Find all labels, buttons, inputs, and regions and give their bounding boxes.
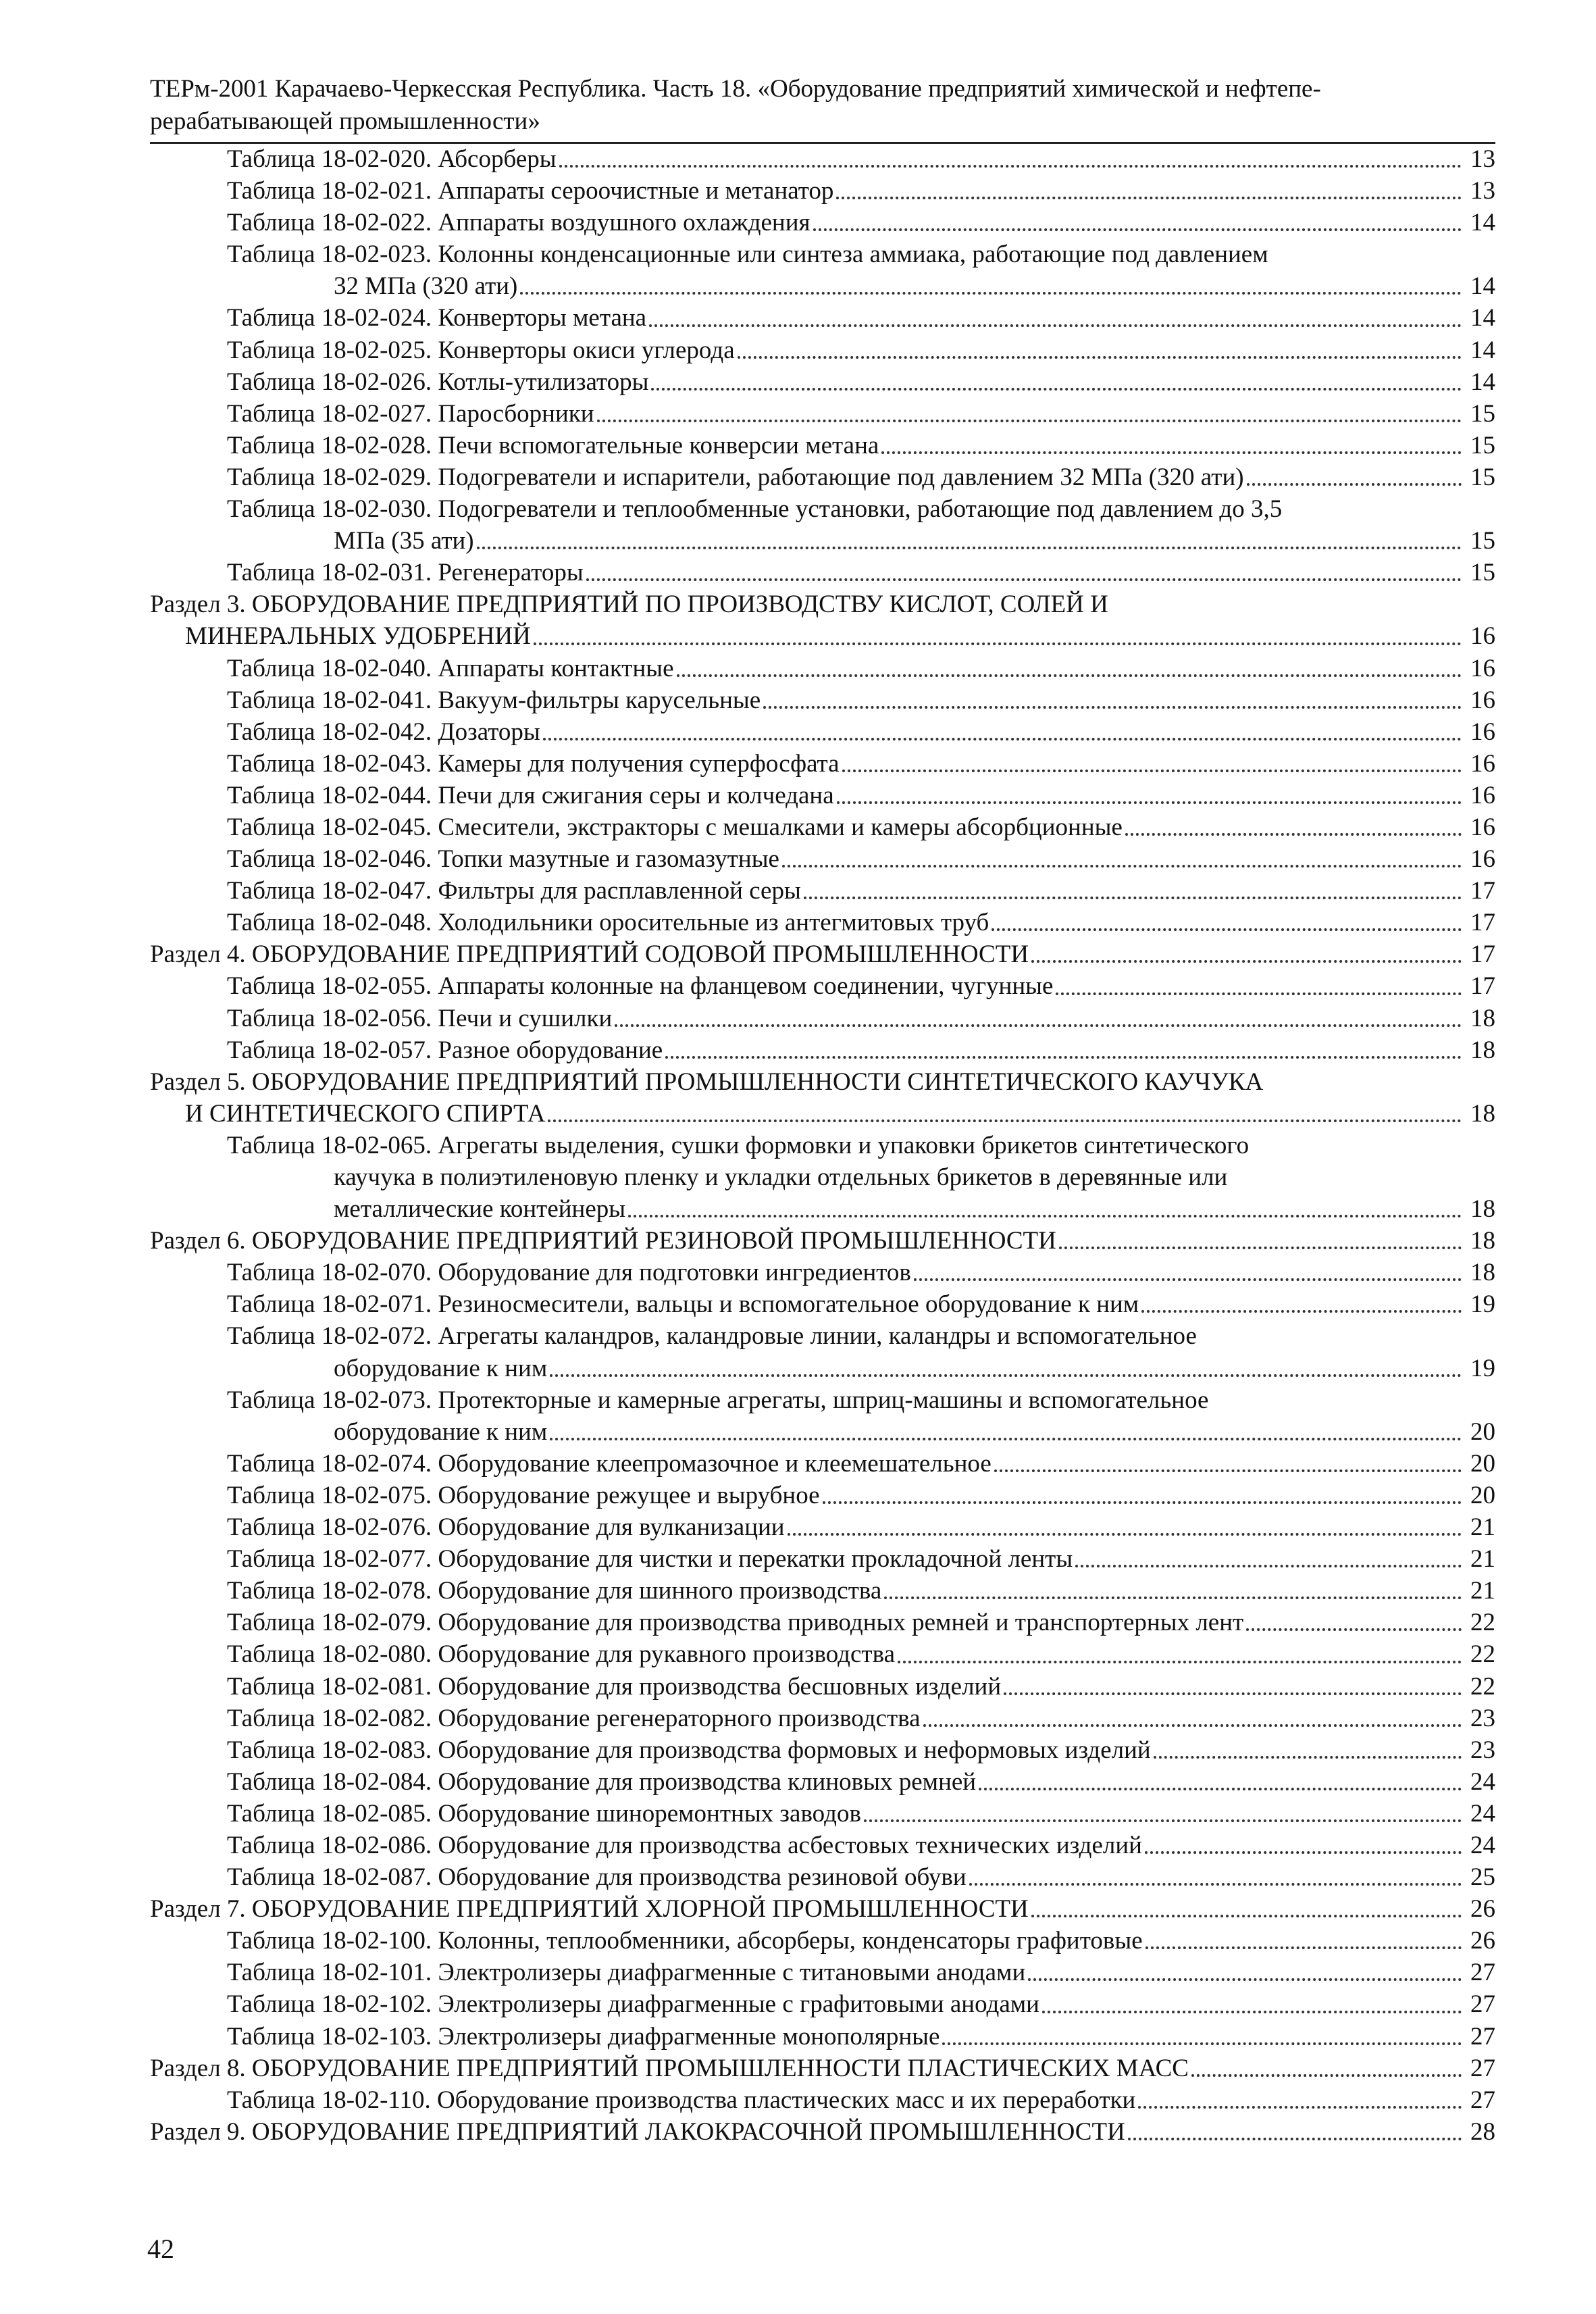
toc-section-entry [150, 2116, 1495, 2148]
toc-section-entry [150, 1066, 1495, 1130]
toc-page-number: 24 [1470, 1831, 1495, 1859]
toc-entry-title: Таблица 18-02-072. Агрегаты каландров, каландровые линии, каландры и вспомогательное [227, 1322, 1197, 1351]
toc-page-number: 17 [1470, 909, 1495, 937]
toc-page-number: 13 [1470, 145, 1495, 173]
toc-entry-label [150, 1257, 1466, 1288]
toc-entry-label [150, 1638, 1466, 1670]
toc-entry-label [150, 1003, 1466, 1034]
toc-table-entry [150, 907, 1495, 938]
dot-leader [804, 897, 1462, 899]
toc-table-entry [150, 366, 1495, 398]
toc-table-entry [150, 2084, 1495, 2116]
toc-page-number: 16 [1470, 622, 1495, 651]
toc-entry-label [150, 143, 1466, 175]
toc-table-entry [150, 2021, 1495, 2053]
page-number: 42 [147, 2234, 174, 2264]
dot-leader [1028, 1978, 1462, 1981]
toc-entry-title: Раздел 6. ОБОРУДОВАНИЕ ПРЕДПРИЯТИЙ РЕЗИНОВОЙ ПРОМЫШЛЕННОСТИ [150, 1227, 1056, 1255]
toc-page-number: 16 [1470, 781, 1495, 809]
dot-leader [677, 674, 1462, 677]
toc-entry-title: Таблица 18-02-045. Смесители, экстракторы с мешалками и камеры абсорбционные [227, 813, 1123, 841]
header-line-2: рерабатывающей промышленности» [150, 107, 540, 135]
toc-table-entry [150, 1034, 1495, 1066]
toc-entry-title: Таблица 18-02-023. Колонны конденсационные или синтеза аммиака, работающие под давлением [227, 241, 1268, 269]
toc-entry-title: Таблица 18-02-101. Электролизеры диафрагменные с титановыми анодами [227, 1959, 1026, 1987]
dot-leader [548, 1120, 1462, 1122]
dot-leader [1004, 1692, 1462, 1695]
dot-leader [992, 928, 1462, 931]
toc-entry-label [150, 493, 1466, 557]
toc-entry-label [150, 1607, 1466, 1638]
toc-page-number: 15 [1470, 559, 1495, 587]
toc-entry-title: Таблица 18-02-074. Оборудование клеепромазочное и клеемешательное [227, 1449, 992, 1478]
toc-page-number: 16 [1470, 718, 1495, 746]
toc-table-entry [150, 716, 1495, 748]
dot-leader [550, 1438, 1462, 1440]
toc-page-number: 16 [1470, 813, 1495, 841]
toc-table-entry [150, 653, 1495, 684]
toc-entry-label [150, 1703, 1466, 1734]
dot-leader [836, 197, 1462, 199]
toc-section-entry [150, 588, 1495, 652]
toc-page-number: 22 [1470, 1640, 1495, 1669]
toc-table-entry [150, 1607, 1495, 1638]
toc-entry-title: Таблица 18-02-103. Электролизеры диафрагменные монополярные [227, 2022, 940, 2051]
toc-page-number: 20 [1470, 1481, 1495, 1509]
toc-page-number: 14 [1470, 336, 1495, 364]
toc-page-number: 17 [1470, 940, 1495, 969]
dot-leader [1141, 1310, 1462, 1313]
toc-entry-title: Таблица 18-02-070. Оборудование для подготовки ингредиентов [227, 1259, 911, 1287]
toc-entry-label [150, 684, 1466, 716]
toc-entry-title: Таблица 18-02-020. Абсорберы [227, 145, 557, 173]
toc-table-entry [150, 461, 1495, 493]
toc-entry-title-continued: оборудование к ним [334, 1417, 548, 1446]
toc-page-number: 13 [1470, 177, 1495, 205]
toc-page-number: 21 [1470, 1545, 1495, 1574]
dot-leader [864, 1819, 1462, 1822]
toc-entry-title: Раздел 7. ОБОРУДОВАНИЕ ПРЕДПРИЯТИЙ ХЛОРНОЙ ПРОМЫШЛЕННОСТИ [150, 1895, 1029, 1923]
dot-leader [1138, 2106, 1462, 2109]
toc-entry-label [150, 2084, 1466, 2116]
toc-entry-title-continued: И СИНТЕТИЧЕСКОГО СПИРТА [185, 1099, 546, 1128]
toc-table-entry [150, 1925, 1495, 1957]
dot-leader [559, 165, 1462, 168]
toc-page-number: 25 [1470, 1863, 1495, 1892]
toc-page-number: 22 [1470, 1672, 1495, 1701]
toc-entry-title: Таблица 18-02-041. Вакуум-фильтры карусельные [227, 686, 761, 714]
toc-entry-title: Таблица 18-02-102. Электролизеры диафрагменные с графитовыми анодами [227, 1990, 1039, 2019]
toc-entry-label [150, 2053, 1466, 2084]
toc-page-number: 28 [1470, 2117, 1495, 2146]
toc-entry-title: Таблица 18-02-077. Оборудование для чистки и перекатки прокладочной ленты [227, 1545, 1073, 1574]
toc-table-entry [150, 780, 1495, 811]
toc-entry-label [150, 1066, 1466, 1130]
toc-page-number: 18 [1470, 1004, 1495, 1032]
toc-entry-label [150, 1225, 1466, 1257]
document-header [150, 73, 1501, 138]
toc-entry-title: Таблица 18-02-082. Оборудование регенераторного производства [227, 1704, 921, 1732]
dot-leader [1056, 992, 1462, 995]
toc-page-number: 16 [1470, 749, 1495, 778]
toc-entry-label [150, 780, 1466, 811]
toc-entry-title: Таблица 18-02-025. Конверторы окиси углерода [227, 336, 735, 364]
toc-page-number: 14 [1470, 209, 1495, 237]
toc-entry-title: Раздел 9. ОБОРУДОВАНИЕ ПРЕДПРИЯТИЙ ЛАКОКРАСОЧНОЙ ПРОМЫШЛЕННОСТИ [150, 2117, 1125, 2146]
toc-table-entry [150, 1480, 1495, 1511]
dot-leader [628, 1215, 1462, 1217]
dot-leader [1247, 483, 1462, 486]
toc-table-entry [150, 970, 1495, 1002]
toc-entry-label [150, 1480, 1466, 1511]
toc-entry-label [150, 653, 1466, 684]
toc-page-number: 19 [1470, 1290, 1495, 1319]
toc-entry-label [150, 1543, 1466, 1575]
toc-page-number: 21 [1470, 1513, 1495, 1542]
toc-page-number: 18 [1470, 1195, 1495, 1224]
toc-entry-title: Таблица 18-02-044. Печи для сжигания серы и колчедана [227, 781, 834, 809]
toc-entry-title: Таблица 18-02-078. Оборудование для шинного производства [227, 1577, 882, 1605]
toc-page-number: 15 [1470, 431, 1495, 459]
toc-entry-label [150, 843, 1466, 875]
toc-table-entry [150, 1988, 1495, 2020]
dot-leader [1075, 1565, 1462, 1567]
toc-entry-label [150, 2021, 1466, 2053]
toc-entry-label [150, 1957, 1466, 1988]
toc-entry-title: Таблица 18-02-022. Аппараты воздушного охлаждения [227, 209, 810, 237]
toc-entry-title: Таблица 18-02-040. Аппараты контактные [227, 654, 674, 682]
toc-entry-label [150, 366, 1466, 398]
table-of-contents [150, 143, 1495, 2148]
toc-page-number: 23 [1470, 1736, 1495, 1764]
toc-table-entry [150, 557, 1495, 588]
toc-entry-title: Таблица 18-02-056. Печи и сушилки [227, 1004, 613, 1032]
toc-page-number: 14 [1470, 304, 1495, 332]
toc-entry-label [150, 1798, 1466, 1830]
toc-page-number: 14 [1470, 272, 1495, 301]
dot-leader [1031, 960, 1462, 963]
toc-entry-title: Таблица 18-02-081. Оборудование для производства бесшовных изделий [227, 1672, 1002, 1701]
toc-entry-label [150, 334, 1466, 366]
dot-leader [1191, 2074, 1462, 2077]
toc-entry-title-continued: каучука в полиэтиленовую пленку и укладки отдельных брикетов в деревянные или [334, 1163, 1228, 1191]
toc-table-entry [150, 334, 1495, 366]
toc-entry-label [150, 557, 1466, 588]
toc-entry-title: Таблица 18-02-085. Оборудование шиноремонтных заводов [227, 1799, 861, 1828]
toc-page-number: 22 [1470, 1609, 1495, 1637]
toc-table-entry [150, 1288, 1495, 1320]
toc-page-number: 20 [1470, 1417, 1495, 1446]
toc-table-entry [150, 1830, 1495, 1861]
toc-entry-title: Таблица 18-02-055. Аппараты колонные на фланцевом соединении, чугунные [227, 972, 1054, 1001]
dot-leader [651, 388, 1462, 391]
toc-table-entry [150, 207, 1495, 238]
toc-entry-title: Таблица 18-02-076. Оборудование для вулканизации [227, 1513, 785, 1542]
toc-entry-title: Таблица 18-02-046. Топки мазутные и газомазутные [227, 845, 779, 874]
dot-leader [1145, 1946, 1462, 1949]
toc-page-number: 18 [1470, 1227, 1495, 1255]
toc-page-number: 15 [1470, 463, 1495, 491]
toc-table-entry [150, 1766, 1495, 1798]
toc-page-number: 27 [1470, 2054, 1495, 2082]
dot-leader [994, 1469, 1462, 1472]
toc-entry-title: Раздел 8. ОБОРУДОВАНИЕ ПРЕДПРИЯТИЙ ПРОМЫШЛЕННОСТИ ПЛАСТИЧЕСКИХ МАСС [150, 2054, 1189, 2082]
toc-entry-label [150, 461, 1466, 493]
toc-entry-label [150, 938, 1466, 970]
toc-table-entry [150, 238, 1495, 302]
toc-entry-title: Таблица 18-02-087. Оборудование для производства резиновой обуви [227, 1863, 967, 1892]
toc-entry-title: Таблица 18-02-100. Колонны, теплообменники, абсорберы, конденсаторы графитовые [227, 1927, 1143, 1955]
toc-entry-label [150, 1511, 1466, 1543]
dot-leader [586, 578, 1462, 581]
toc-page-number: 27 [1470, 2022, 1495, 2051]
dot-leader [923, 1724, 1462, 1727]
toc-page-number: 24 [1470, 1767, 1495, 1796]
toc-table-entry [150, 1511, 1495, 1543]
toc-entry-label [150, 238, 1466, 302]
dot-leader [1154, 1756, 1462, 1759]
toc-entry-label [150, 811, 1466, 843]
toc-entry-label [150, 588, 1466, 652]
toc-entry-label [150, 398, 1466, 430]
toc-entry-label [150, 1925, 1466, 1957]
toc-entry-label [150, 207, 1466, 238]
toc-entry-title: Таблица 18-02-026. Котлы-утилизаторы [227, 368, 649, 396]
toc-page-number: 27 [1470, 1990, 1495, 2019]
toc-table-entry [150, 493, 1495, 557]
toc-entry-title-continued: МИНЕРАЛЬНЫХ УДОБРЕНИЙ [185, 622, 531, 651]
toc-entry-label [150, 1034, 1466, 1066]
toc-entry-title: Таблица 18-02-043. Камеры для получения суперфосфата [227, 749, 840, 778]
toc-entry-title-continued: МПа (35 ати) [334, 527, 474, 555]
dot-leader [898, 1661, 1462, 1663]
dot-leader [649, 324, 1462, 327]
toc-entry-title: Таблица 18-02-086. Оборудование для производства асбестовых технических изделий [227, 1831, 1142, 1859]
toc-entry-label [150, 430, 1466, 461]
toc-entry-title: Таблица 18-02-057. Разное оборудование [227, 1036, 663, 1064]
toc-entry-title-continued: металлические контейнеры [334, 1195, 626, 1224]
toc-entry-label [150, 1988, 1466, 2020]
toc-section-entry [150, 1225, 1495, 1257]
dot-leader [1246, 1628, 1462, 1631]
toc-page-number: 26 [1470, 1895, 1495, 1923]
toc-table-entry [150, 1575, 1495, 1607]
toc-entry-label [150, 302, 1466, 334]
toc-entry-title: Раздел 5. ОБОРУДОВАНИЕ ПРЕДПРИЯТИЙ ПРОМЫШЛЕННОСТИ СИНТЕТИЧЕСКОГО КАУЧУКА [150, 1067, 1264, 1096]
dot-leader [550, 1374, 1462, 1377]
toc-table-entry [150, 398, 1495, 430]
toc-page-number: 15 [1470, 399, 1495, 428]
toc-entry-title-continued: 32 МПа (320 ати) [334, 272, 518, 301]
toc-entry-title: Таблица 18-02-084. Оборудование для производства клиновых ремней [227, 1767, 977, 1796]
toc-table-entry [150, 1798, 1495, 1830]
toc-page-number: 18 [1470, 1259, 1495, 1287]
toc-entry-label [150, 1766, 1466, 1798]
toc-entry-label [150, 1448, 1466, 1480]
dot-leader [665, 1056, 1462, 1059]
dot-leader [615, 1024, 1462, 1027]
dot-leader [477, 547, 1462, 549]
toc-page-number: 17 [1470, 972, 1495, 1001]
dot-leader [979, 1788, 1462, 1790]
toc-table-entry [150, 1384, 1495, 1448]
toc-page-number: 14 [1470, 368, 1495, 396]
dot-leader [1031, 1915, 1462, 1917]
toc-entry-label [150, 1575, 1466, 1607]
dot-leader [1128, 2138, 1462, 2140]
toc-page-number: 21 [1470, 1577, 1495, 1605]
toc-entry-title: Таблица 18-02-079. Оборудование для производства приводных ремней и транспортерных лент [227, 1609, 1244, 1637]
toc-entry-title: Таблица 18-02-028. Печи вспомогательные конверсии метана [227, 431, 879, 459]
toc-entry-label [150, 1830, 1466, 1861]
toc-entry-title: Таблица 18-02-065. Агрегаты выделения, сушки формовки и упаковки брикетов синтетического [227, 1131, 1250, 1159]
toc-entry-title: Таблица 18-02-042. Дозаторы [227, 718, 540, 746]
toc-table-entry [150, 430, 1495, 461]
toc-entry-title: Таблица 18-02-029. Подогреватели и испарители, работающие под давлением 32 МПа (320 ати) [227, 463, 1244, 491]
toc-entry-title: Таблица 18-02-048. Холодильники оросительные из антегмитовых труб [227, 909, 989, 937]
toc-table-entry [150, 1448, 1495, 1480]
toc-entry-label [150, 716, 1466, 748]
toc-table-entry [150, 1638, 1495, 1670]
toc-section-entry [150, 938, 1495, 970]
toc-entry-title: Раздел 3. ОБОРУДОВАНИЕ ПРЕДПРИЯТИЙ ПО ПРОИЗВОДСТВУ КИСЛОТ, СОЛЕЙ И [150, 590, 1108, 619]
dot-leader [881, 451, 1462, 454]
toc-table-entry [150, 843, 1495, 875]
dot-leader [738, 356, 1462, 359]
toc-table-entry [150, 143, 1495, 175]
header-line-1: ТЕРм-2001 Карачаево-Черкесская Республика. Часть 18. «Оборудование предприятий химической и нефтепе- [150, 75, 1321, 103]
dot-leader [942, 2042, 1462, 2045]
toc-entry-label [150, 175, 1466, 207]
toc-table-entry [150, 302, 1495, 334]
toc-entry-label [150, 748, 1466, 780]
toc-entry-title: Таблица 18-02-031. Регенераторы [227, 559, 584, 587]
toc-table-entry [150, 1703, 1495, 1734]
toc-table-entry [150, 175, 1495, 207]
toc-page-number: 16 [1470, 845, 1495, 874]
toc-entry-title: Таблица 18-02-073. Протекторные и камерные агрегаты, шприц-машины и вспомогательное [227, 1386, 1209, 1414]
toc-entry-label [150, 1320, 1466, 1384]
toc-entry-label [150, 1671, 1466, 1703]
toc-entry-title: Таблица 18-02-071. Резиносмесители, вальцы и вспомогательное оборудование к ним [227, 1290, 1139, 1319]
dot-leader [813, 228, 1462, 231]
toc-entry-label [150, 2116, 1466, 2148]
dot-leader [763, 706, 1462, 709]
toc-entry-label [150, 970, 1466, 1002]
toc-table-entry [150, 1003, 1495, 1034]
toc-page-number: 18 [1470, 1099, 1495, 1128]
toc-entry-label [150, 1288, 1466, 1320]
toc-section-entry [150, 1893, 1495, 1925]
dot-leader [597, 420, 1462, 422]
dot-leader [788, 1533, 1462, 1536]
toc-entry-label [150, 1384, 1466, 1448]
toc-page-number: 27 [1470, 1959, 1495, 1987]
toc-table-entry [150, 684, 1495, 716]
toc-table-entry [150, 1957, 1495, 1988]
toc-entry-label [150, 1734, 1466, 1766]
dot-leader [520, 292, 1462, 295]
toc-page-number: 27 [1470, 2086, 1495, 2114]
toc-table-entry [150, 1257, 1495, 1288]
toc-entry-title: Таблица 18-02-027. Паросборники [227, 399, 594, 428]
dot-leader [884, 1596, 1462, 1599]
toc-page-number: 15 [1470, 527, 1495, 555]
dot-leader [1059, 1247, 1462, 1249]
dot-leader [969, 1883, 1462, 1886]
toc-page-number: 20 [1470, 1449, 1495, 1478]
toc-entry-title: Таблица 18-02-083. Оборудование для производства формовых и неформовых изделий [227, 1736, 1151, 1764]
toc-entry-title: Таблица 18-02-047. Фильтры для расплавленной серы [227, 877, 801, 905]
toc-page-number: 26 [1470, 1927, 1495, 1955]
toc-page-number: 16 [1470, 654, 1495, 682]
toc-page-number: 16 [1470, 686, 1495, 714]
toc-page-number: 23 [1470, 1704, 1495, 1732]
toc-entry-title: Таблица 18-02-080. Оборудование для рукавного производства [227, 1640, 895, 1669]
toc-entry-title: Таблица 18-02-024. Конверторы метана [227, 304, 647, 332]
toc-entry-label [150, 1861, 1466, 1893]
toc-entry-title-continued: оборудование к ним [334, 1354, 548, 1382]
dot-leader [534, 643, 1462, 645]
toc-table-entry [150, 1734, 1495, 1766]
dot-leader [837, 801, 1462, 804]
toc-table-entry [150, 1671, 1495, 1703]
toc-table-entry [150, 1320, 1495, 1384]
toc-entry-title: Раздел 4. ОБОРУДОВАНИЕ ПРЕДПРИЯТИЙ СОДОВОЙ ПРОМЫШЛЕННОСТИ [150, 940, 1029, 969]
dot-leader [543, 738, 1462, 740]
toc-entry-label [150, 875, 1466, 907]
toc-table-entry [150, 748, 1495, 780]
toc-table-entry [150, 1543, 1495, 1575]
toc-page-number: 17 [1470, 877, 1495, 905]
toc-entry-title: Таблица 18-02-075. Оборудование режущее и вырубное [227, 1481, 820, 1509]
toc-entry-title: Таблица 18-02-021. Аппараты сероочистные и метанатор [227, 177, 834, 205]
toc-entry-label [150, 907, 1466, 938]
toc-entry-title: Таблица 18-02-030. Подогреватели и теплообменные установки, работающие под давлением до 3,5 [227, 495, 1283, 524]
toc-entry-label [150, 1893, 1466, 1925]
toc-page-number: 19 [1470, 1354, 1495, 1382]
toc-table-entry [150, 1130, 1495, 1225]
dot-leader [914, 1278, 1462, 1281]
dot-leader [782, 865, 1462, 867]
toc-entry-title: Таблица 18-02-110. Оборудование производства пластических масс и их переработки [227, 2086, 1136, 2114]
toc-section-entry [150, 2053, 1495, 2084]
dot-leader [1042, 2011, 1462, 2013]
toc-table-entry [150, 875, 1495, 907]
dot-leader [1125, 833, 1462, 836]
toc-table-entry [150, 1861, 1495, 1893]
dot-leader [842, 770, 1462, 772]
toc-entry-label [150, 1130, 1466, 1225]
dot-leader [1145, 1851, 1462, 1854]
toc-page-number: 24 [1470, 1799, 1495, 1828]
toc-table-entry [150, 811, 1495, 843]
toc-page-number: 18 [1470, 1036, 1495, 1064]
dot-leader [823, 1501, 1462, 1504]
